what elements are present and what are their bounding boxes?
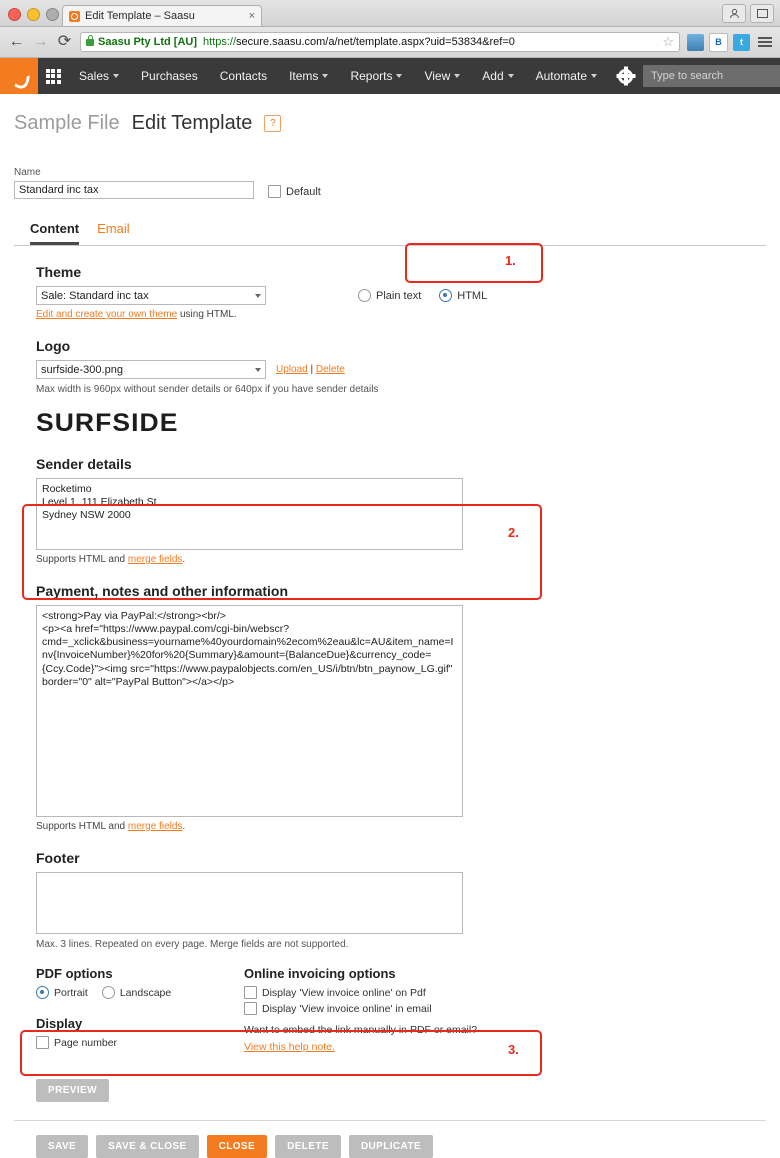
landscape-radio[interactable] <box>102 986 115 999</box>
name-field-row <box>14 167 766 199</box>
page-title: Edit Template <box>131 112 253 134</box>
save-and-close-button[interactable]: SAVE & CLOSE <box>96 1135 199 1158</box>
url-rest: secure.saasu.com/a/net/template.aspx?uid=53834&ref=0 <box>236 36 515 48</box>
file-name-label: Sample File <box>14 112 120 134</box>
nav-item-reports[interactable] <box>339 58 413 94</box>
certificate-name: Saasu Pty Ltd [AU] <box>98 36 198 48</box>
page-number-option[interactable] <box>36 1036 244 1049</box>
browser-tab-title: Edit Template – Saasu <box>85 10 195 22</box>
nav-label: Items <box>289 69 319 83</box>
logo-file-name: surfside-300.png <box>41 363 123 376</box>
nav-label: Reports <box>350 69 393 83</box>
window-menu-icon[interactable] <box>750 4 774 23</box>
duplicate-button[interactable]: DUPLICATE <box>349 1135 433 1158</box>
default-checkbox[interactable] <box>268 185 281 198</box>
lock-icon <box>86 39 94 46</box>
payment-support-suffix: . <box>182 821 186 832</box>
name-field-group <box>14 167 254 199</box>
logo-hint: Max width is 960px without sender details or 640px if you have sender details <box>36 384 379 395</box>
theme-row <box>36 286 744 320</box>
global-search <box>643 58 780 94</box>
chevron-down-icon <box>396 74 402 78</box>
annotation-number-2: 2. <box>508 525 519 540</box>
help-note-link[interactable]: View this help note. <box>244 1041 335 1053</box>
portrait-radio[interactable] <box>36 986 49 999</box>
grid-icon <box>46 69 61 84</box>
browser-chrome <box>0 0 780 58</box>
orientation-radio-group <box>36 986 244 1002</box>
online-invoicing-options <box>244 966 744 1053</box>
nav-item-add[interactable] <box>471 58 524 94</box>
nav-item-purchases[interactable] <box>130 58 209 94</box>
nav-item-items[interactable] <box>278 58 339 94</box>
logo-preview: SURFSIDE <box>36 409 179 437</box>
saasu-logo[interactable] <box>0 58 38 94</box>
payment-support-note <box>36 821 744 832</box>
html-radio[interactable] <box>439 289 452 302</box>
chevron-down-icon <box>454 74 460 78</box>
chevron-down-icon <box>591 74 597 78</box>
page-header <box>14 94 766 145</box>
page-content <box>0 94 780 1102</box>
minimize-window-button[interactable] <box>27 8 40 21</box>
nav-label: Contacts <box>219 69 268 83</box>
bookmark-star-icon[interactable]: ☆ <box>662 34 674 49</box>
online-invoicing-title: Online invoicing options <box>244 966 396 981</box>
chevron-down-icon <box>255 368 261 372</box>
address-bar[interactable] <box>80 32 680 52</box>
favicon-icon <box>69 11 80 22</box>
user-profile-icon[interactable] <box>722 4 746 23</box>
close-button[interactable]: CLOSE <box>207 1135 267 1158</box>
nav-label: Sales <box>79 69 110 83</box>
view-invoice-email-label: Display 'View invoice online' in email <box>262 1002 432 1015</box>
annotation-number-3: 3. <box>508 1042 519 1057</box>
view-invoice-email-checkbox[interactable] <box>244 1002 257 1015</box>
view-invoice-pdf-label: Display 'View invoice online' on Pdf <box>262 986 426 999</box>
sender-support-prefix: Supports HTML and <box>36 554 128 565</box>
app-grid-button[interactable] <box>38 58 68 94</box>
chevron-down-icon <box>508 74 514 78</box>
logo-swoosh-icon <box>2 59 35 92</box>
page-number-label: Page number <box>54 1036 118 1049</box>
sender-support-suffix: . <box>182 554 186 565</box>
search-input[interactable] <box>643 65 780 87</box>
nav-label: Purchases <box>141 69 198 83</box>
reload-button[interactable]: ⟳ <box>57 33 72 50</box>
theme-select-group <box>36 286 266 320</box>
display-options-title: Display <box>36 1016 83 1031</box>
logo-actions <box>276 364 345 375</box>
chevron-down-icon <box>322 74 328 78</box>
browser-toolbar <box>0 27 780 57</box>
payment-merge-fields-link[interactable]: merge fields <box>127 821 183 832</box>
html-option[interactable] <box>439 289 487 302</box>
footer-hint: Max. 3 lines. Repeated on every page. Merge fields are not supported. <box>36 939 349 950</box>
nav-item-contacts[interactable] <box>209 58 278 94</box>
footer-title: Footer <box>36 850 80 866</box>
settings-button[interactable] <box>608 69 643 84</box>
tab-email[interactable]: Email <box>97 221 130 236</box>
bookmark-extension-icon[interactable] <box>709 33 728 52</box>
browser-tab[interactable] <box>62 5 262 26</box>
html-label: HTML <box>457 289 488 302</box>
preview-button-wrap <box>36 1079 766 1102</box>
logo-select[interactable] <box>36 360 266 379</box>
logo-row <box>36 360 744 379</box>
theme-select-value: Sale: Standard inc tax <box>41 289 149 302</box>
content-tabs <box>14 221 766 246</box>
payment-notes-title: Payment, notes and other information <box>36 583 289 599</box>
logo-action-separator: | <box>310 364 314 375</box>
preview-button[interactable]: PREVIEW <box>36 1079 109 1102</box>
view-invoice-pdf-option[interactable] <box>244 986 744 999</box>
extension-icons <box>687 33 772 52</box>
portrait-label: Portrait <box>54 986 88 999</box>
format-radio-group <box>358 289 487 302</box>
name-field-label: Name <box>14 167 41 178</box>
embed-question: Want to embed the link manually in PDF or email? <box>244 1024 478 1036</box>
nav-label: Automate <box>535 69 587 83</box>
titlebar-right-buttons[interactable] <box>722 4 774 23</box>
edit-theme-link[interactable]: Edit and create your own theme <box>36 309 178 320</box>
pdf-options-title: PDF options <box>36 966 113 981</box>
logo-title: Logo <box>36 338 71 354</box>
plain-text-radio[interactable] <box>358 289 371 302</box>
edit-theme-suffix: using HTML. <box>177 309 237 320</box>
image-extension-icon[interactable] <box>687 34 704 51</box>
nav-item-view[interactable] <box>413 58 471 94</box>
payment-notes-textarea[interactable] <box>36 605 463 817</box>
annotation-number-1: 1. <box>505 253 516 268</box>
help-icon[interactable]: ? <box>264 115 281 132</box>
chevron-down-icon <box>255 294 261 298</box>
forward-button[interactable]: → <box>32 33 49 50</box>
delete-button[interactable]: DELETE <box>275 1135 341 1158</box>
back-button[interactable]: ← <box>8 33 25 50</box>
theme-select[interactable] <box>36 286 266 305</box>
maximize-window-button[interactable] <box>46 8 59 21</box>
close-window-button[interactable] <box>8 8 21 21</box>
tab-close-icon[interactable]: × <box>248 10 255 22</box>
page-number-checkbox[interactable] <box>36 1036 49 1049</box>
url-text <box>203 36 515 48</box>
chevron-down-icon <box>113 74 119 78</box>
nav-item-automate[interactable] <box>525 58 608 94</box>
options-row <box>36 966 744 1053</box>
sender-support-note <box>36 554 744 565</box>
content-panel <box>14 264 766 1053</box>
gear-icon <box>618 69 633 84</box>
twitter-extension-icon[interactable]: t <box>733 34 750 51</box>
sender-merge-fields-link[interactable]: merge fields <box>127 554 183 565</box>
upload-logo-link[interactable]: Upload <box>276 364 308 375</box>
delete-logo-link[interactable]: Delete <box>315 364 345 375</box>
browser-titlebar <box>0 0 780 27</box>
nav-label: View <box>424 69 451 83</box>
pdf-display-options <box>36 966 244 1053</box>
landscape-option[interactable] <box>102 986 171 999</box>
nav-item-sales[interactable] <box>68 58 130 94</box>
footer-textarea[interactable] <box>36 872 463 934</box>
payment-support-prefix: Supports HTML and <box>36 821 128 832</box>
save-button[interactable]: SAVE <box>36 1135 88 1158</box>
default-checkbox-row[interactable] <box>268 185 321 199</box>
browser-menu-icon[interactable] <box>758 37 772 47</box>
url-scheme: https:// <box>203 36 237 48</box>
plain-text-option[interactable] <box>358 289 421 302</box>
view-invoice-email-option[interactable] <box>244 1002 744 1015</box>
sender-details-title: Sender details <box>36 456 132 472</box>
default-checkbox-label: Default <box>286 185 321 198</box>
tab-content[interactable]: Content <box>30 221 79 245</box>
theme-title: Theme <box>36 264 82 280</box>
sender-details-textarea[interactable] <box>36 478 463 550</box>
action-bar <box>14 1120 766 1158</box>
name-input[interactable] <box>14 181 254 199</box>
view-invoice-pdf-checkbox[interactable] <box>244 986 257 999</box>
bookmark-extension-label: B <box>715 37 722 47</box>
portrait-option[interactable] <box>36 986 88 999</box>
plain-text-label: Plain text <box>376 289 422 302</box>
landscape-label: Landscape <box>119 986 172 999</box>
app-navbar <box>0 58 780 94</box>
nav-label: Add <box>482 69 504 83</box>
window-controls[interactable] <box>8 8 59 21</box>
theme-edit-note <box>36 309 266 320</box>
